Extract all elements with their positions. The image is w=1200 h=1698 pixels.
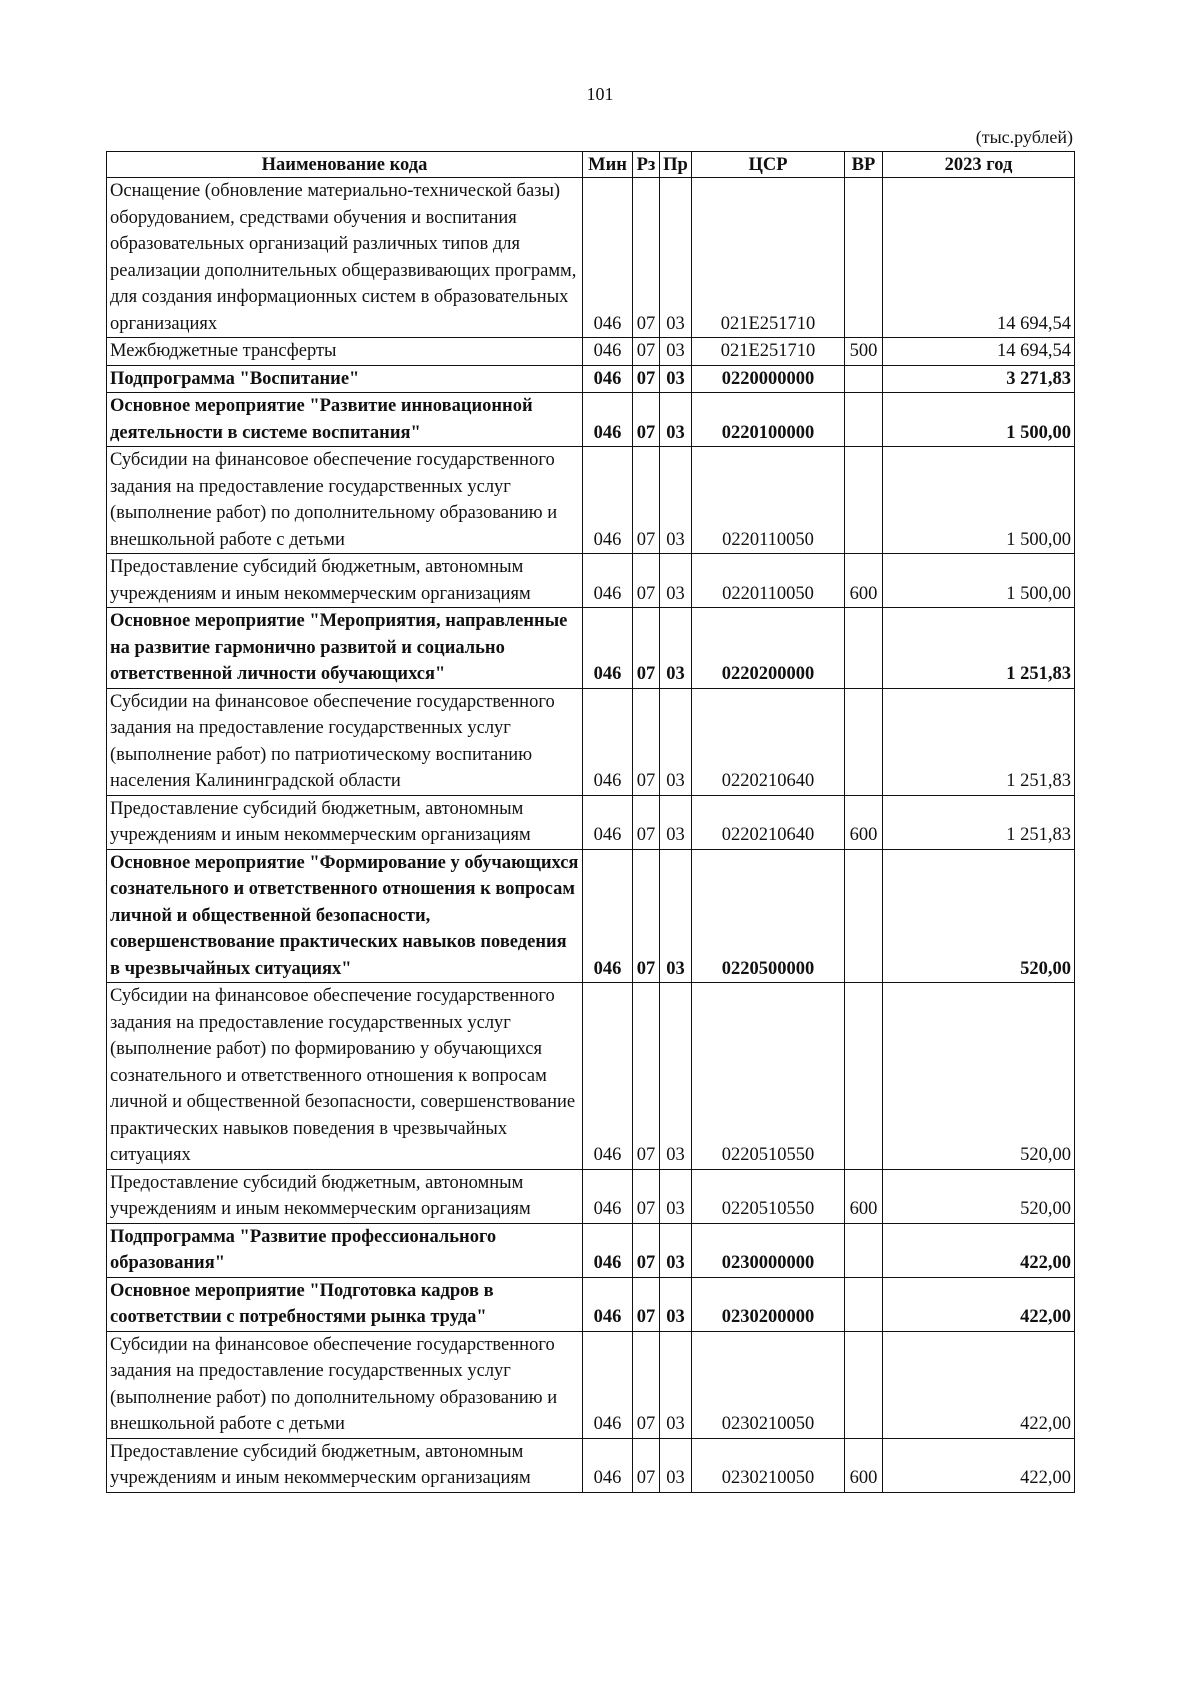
cell-vr: 600 [845, 1169, 883, 1223]
cell-vr [845, 447, 883, 554]
cell-pr: 03 [660, 1169, 692, 1223]
header-vr: ВР [845, 152, 883, 178]
cell-amount: 422,00 [883, 1277, 1075, 1331]
cell-name: Подпрограмма "Воспитание" [107, 365, 583, 393]
cell-pr: 03 [660, 608, 692, 689]
table-row [107, 983, 1075, 1170]
table-row [107, 554, 1075, 608]
header-rz: Рз [633, 152, 660, 178]
cell-vr [845, 849, 883, 983]
cell-amount: 14 694,54 [883, 178, 1075, 338]
cell-min: 046 [583, 338, 633, 366]
cell-min: 046 [583, 849, 633, 983]
table-row [107, 338, 1075, 366]
cell-amount: 520,00 [883, 849, 1075, 983]
cell-vr [845, 688, 883, 795]
cell-csr: 0220200000 [692, 608, 845, 689]
cell-min: 046 [583, 1331, 633, 1438]
cell-min: 046 [583, 983, 633, 1170]
cell-pr: 03 [660, 1223, 692, 1277]
table-row [107, 178, 1075, 338]
page-number: 101 [586, 84, 614, 104]
cell-csr: 0230210050 [692, 1438, 845, 1492]
cell-pr: 03 [660, 1331, 692, 1438]
table-row [107, 608, 1075, 689]
cell-rz: 07 [633, 795, 660, 849]
cell-rz: 07 [633, 688, 660, 795]
cell-min: 046 [583, 608, 633, 689]
cell-csr: 0220500000 [692, 849, 845, 983]
cell-amount: 1 251,83 [883, 688, 1075, 795]
cell-amount: 14 694,54 [883, 338, 1075, 366]
units-label: (тыс.рублей) [975, 127, 1073, 147]
table-row [107, 1331, 1075, 1438]
cell-csr: 021E251710 [692, 338, 845, 366]
header-amount: 2023 год [883, 152, 1075, 178]
cell-vr [845, 1223, 883, 1277]
cell-csr: 0220110050 [692, 447, 845, 554]
cell-min: 046 [583, 554, 633, 608]
table-row [107, 688, 1075, 795]
cell-csr: 0220510550 [692, 1169, 845, 1223]
cell-pr: 03 [660, 983, 692, 1170]
cell-name: Подпрограмма "Развитие профессионального образования" [107, 1223, 583, 1277]
cell-csr: 0230200000 [692, 1277, 845, 1331]
cell-vr [845, 365, 883, 393]
header-name: Наименование кода [107, 152, 583, 178]
cell-name: Предоставление субсидий бюджетным, автономным учреждениям и иным некоммерческим организациям [107, 795, 583, 849]
cell-name: Межбюджетные трансферты [107, 338, 583, 366]
table-row [107, 1277, 1075, 1331]
cell-vr: 600 [845, 554, 883, 608]
cell-rz: 07 [633, 1438, 660, 1492]
cell-name: Основное мероприятие "Развитие инновационной деятельности в системе воспитания" [107, 393, 583, 447]
cell-name: Основное мероприятие "Подготовка кадров в соответствии с потребностями рынка труда" [107, 1277, 583, 1331]
cell-amount: 1 251,83 [883, 795, 1075, 849]
cell-pr: 03 [660, 795, 692, 849]
cell-amount: 1 500,00 [883, 554, 1075, 608]
cell-name: Субсидии на финансовое обеспечение государственного задания на предоставление государственных услуг (выполнение работ) по патриотическому воспитанию населения Калининградской области [107, 688, 583, 795]
table-row [107, 1223, 1075, 1277]
cell-vr: 600 [845, 795, 883, 849]
cell-csr: 0230000000 [692, 1223, 845, 1277]
cell-name: Предоставление субсидий бюджетным, автономным учреждениям и иным некоммерческим организациям [107, 1169, 583, 1223]
cell-vr [845, 393, 883, 447]
cell-min: 046 [583, 365, 633, 393]
cell-vr [845, 1331, 883, 1438]
table-row [107, 849, 1075, 983]
table-row [107, 1169, 1075, 1223]
cell-rz: 07 [633, 983, 660, 1170]
cell-csr: 0220210640 [692, 795, 845, 849]
cell-name: Оснащение (обновление материально-технической базы) оборудованием, средствами обучения и воспитания образовательных организаций различных типов для реализации дополнительных общеразвивающих программ, для создания информационных систем в образовательных организациях [107, 178, 583, 338]
cell-rz: 07 [633, 1331, 660, 1438]
cell-rz: 07 [633, 365, 660, 393]
cell-vr [845, 983, 883, 1170]
table-row [107, 795, 1075, 849]
header-pr: Пр [660, 152, 692, 178]
cell-amount: 3 271,83 [883, 365, 1075, 393]
table-row [107, 365, 1075, 393]
cell-csr: 0220100000 [692, 393, 845, 447]
cell-amount: 520,00 [883, 983, 1075, 1170]
cell-pr: 03 [660, 1438, 692, 1492]
cell-min: 046 [583, 393, 633, 447]
cell-min: 046 [583, 1438, 633, 1492]
cell-csr: 0220000000 [692, 365, 845, 393]
cell-csr: 0220210640 [692, 688, 845, 795]
cell-name: Субсидии на финансовое обеспечение государственного задания на предоставление государственных услуг (выполнение работ) по дополнительному образованию и внешкольной работе с детьми [107, 1331, 583, 1438]
table-row [107, 393, 1075, 447]
cell-min: 046 [583, 795, 633, 849]
cell-pr: 03 [660, 849, 692, 983]
cell-pr: 03 [660, 178, 692, 338]
cell-pr: 03 [660, 447, 692, 554]
cell-name: Субсидии на финансовое обеспечение государственного задания на предоставление государственных услуг (выполнение работ) по формированию у обучающихся сознательного и ответственного отношения к вопросам личной и общественной безопасности, совершенствование практических навыков поведения в чрезвычайных ситуациях [107, 983, 583, 1170]
cell-amount: 422,00 [883, 1223, 1075, 1277]
cell-amount: 1 251,83 [883, 608, 1075, 689]
cell-rz: 07 [633, 849, 660, 983]
cell-amount: 422,00 [883, 1331, 1075, 1438]
cell-pr: 03 [660, 1277, 692, 1331]
cell-min: 046 [583, 688, 633, 795]
cell-name: Основное мероприятие "Мероприятия, направленные на развитие гармонично развитой и социально ответственной личности обучающихся" [107, 608, 583, 689]
table-body [107, 178, 1075, 1493]
cell-rz: 07 [633, 608, 660, 689]
cell-csr: 021E251710 [692, 178, 845, 338]
cell-min: 046 [583, 1169, 633, 1223]
cell-min: 046 [583, 1223, 633, 1277]
cell-min: 046 [583, 178, 633, 338]
cell-name: Основное мероприятие "Формирование у обучающихся сознательного и ответственного отношения к вопросам личной и общественной безопасности, совершенствование практических навыков поведения в чрезвычайных ситуациях" [107, 849, 583, 983]
cell-pr: 03 [660, 688, 692, 795]
cell-rz: 07 [633, 393, 660, 447]
budget-table [106, 151, 1075, 1493]
header-csr: ЦСР [692, 152, 845, 178]
header-min: Мин [583, 152, 633, 178]
cell-rz: 07 [633, 447, 660, 554]
cell-pr: 03 [660, 554, 692, 608]
cell-csr: 0230210050 [692, 1331, 845, 1438]
cell-vr [845, 178, 883, 338]
cell-rz: 07 [633, 554, 660, 608]
cell-amount: 1 500,00 [883, 447, 1075, 554]
cell-vr [845, 608, 883, 689]
cell-amount: 422,00 [883, 1438, 1075, 1492]
cell-pr: 03 [660, 365, 692, 393]
cell-rz: 07 [633, 1169, 660, 1223]
cell-amount: 1 500,00 [883, 393, 1075, 447]
cell-min: 046 [583, 447, 633, 554]
cell-rz: 07 [633, 1277, 660, 1331]
cell-pr: 03 [660, 338, 692, 366]
cell-rz: 07 [633, 178, 660, 338]
table-row [107, 1438, 1075, 1492]
cell-csr: 0220510550 [692, 983, 845, 1170]
cell-amount: 520,00 [883, 1169, 1075, 1223]
cell-pr: 03 [660, 393, 692, 447]
cell-rz: 07 [633, 338, 660, 366]
cell-rz: 07 [633, 1223, 660, 1277]
cell-vr: 500 [845, 338, 883, 366]
cell-vr [845, 1277, 883, 1331]
cell-name: Предоставление субсидий бюджетным, автономным учреждениям и иным некоммерческим организациям [107, 554, 583, 608]
table-row [107, 447, 1075, 554]
cell-vr: 600 [845, 1438, 883, 1492]
cell-name: Предоставление субсидий бюджетным, автономным учреждениям и иным некоммерческим организациям [107, 1438, 583, 1492]
cell-csr: 0220110050 [692, 554, 845, 608]
cell-min: 046 [583, 1277, 633, 1331]
cell-name: Субсидии на финансовое обеспечение государственного задания на предоставление государственных услуг (выполнение работ) по дополнительному образованию и внешкольной работе с детьми [107, 447, 583, 554]
table-header-row [107, 152, 1075, 178]
